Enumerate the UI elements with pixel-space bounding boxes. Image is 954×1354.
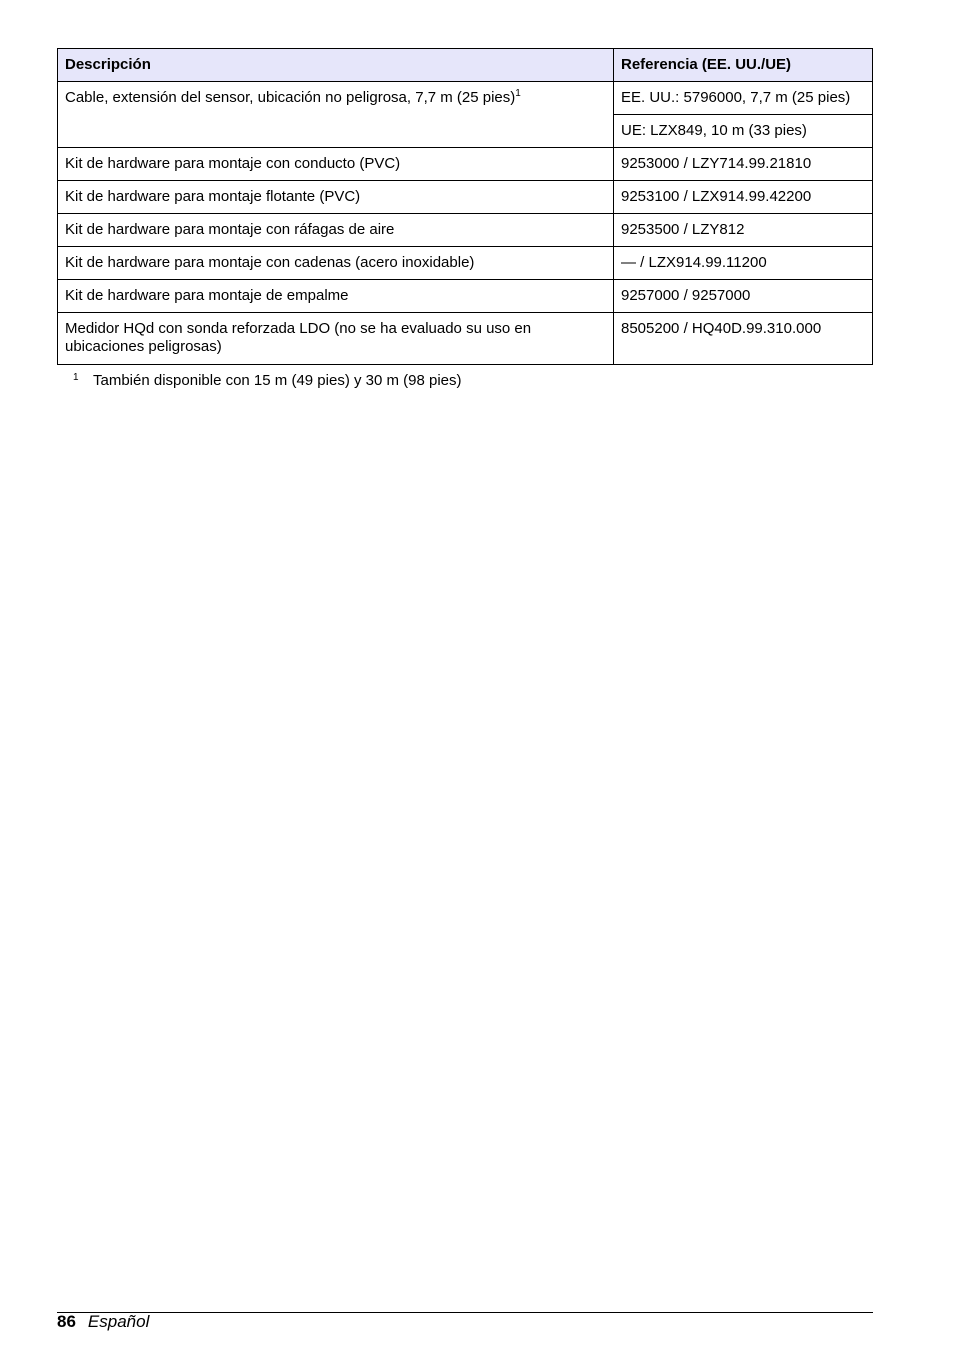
table-row [58,214,873,247]
parts-table [57,48,873,365]
header-reference: Referencia (EE. UU./UE) [614,49,873,82]
row-description: Kit de hardware para montaje de empalme [58,280,614,313]
row-description: Medidor HQd con sonda reforzada LDO (no se ha evaluado su uso en ubicaciones peligrosas) [58,313,614,365]
row-description: Kit de hardware para montaje flotante (PVC) [58,181,614,214]
footer-divider [57,1312,873,1313]
table-row [58,247,873,280]
footnote [73,372,462,390]
row-reference: 9253500 / LZY812 [614,214,873,247]
table-row [58,148,873,181]
table-row [58,280,873,313]
table-row [58,313,873,365]
row-reference: — / LZX914.99.11200 [614,247,873,280]
header-description: Descripción [58,49,614,82]
row-reference: 9253000 / LZY714.99.21810 [614,148,873,181]
table-header-row [58,49,873,82]
footnote-mark: 1 [73,372,79,383]
row-description: Kit de hardware para montaje con ráfagas de aire [58,214,614,247]
page-number: 86 [57,1312,76,1331]
row-description: Cable, extensión del sensor, ubicación no peligrosa, 7,7 m (25 pies) [65,89,516,106]
table-row [58,181,873,214]
row-reference-us: EE. UU.: 5796000, 7,7 m (25 pies) [614,82,873,115]
row-description: Kit de hardware para montaje con conducto (PVC) [58,148,614,181]
footer-language: Español [87,1312,150,1331]
row-reference: 9253100 / LZX914.99.42200 [614,181,873,214]
row-reference: 8505200 / HQ40D.99.310.000 [614,313,873,365]
footnote-text: También disponible con 15 m (49 pies) y 30 m (98 pies) [93,372,462,389]
page-footer [57,1312,149,1332]
row-description: Kit de hardware para montaje con cadenas (acero inoxidable) [58,247,614,280]
table-row [58,82,873,115]
footnote-reference: 1 [515,88,521,99]
row-reference: 9257000 / 9257000 [614,280,873,313]
row-reference-eu: UE: LZX849, 10 m (33 pies) [614,115,873,148]
row-description-cell [58,82,614,148]
